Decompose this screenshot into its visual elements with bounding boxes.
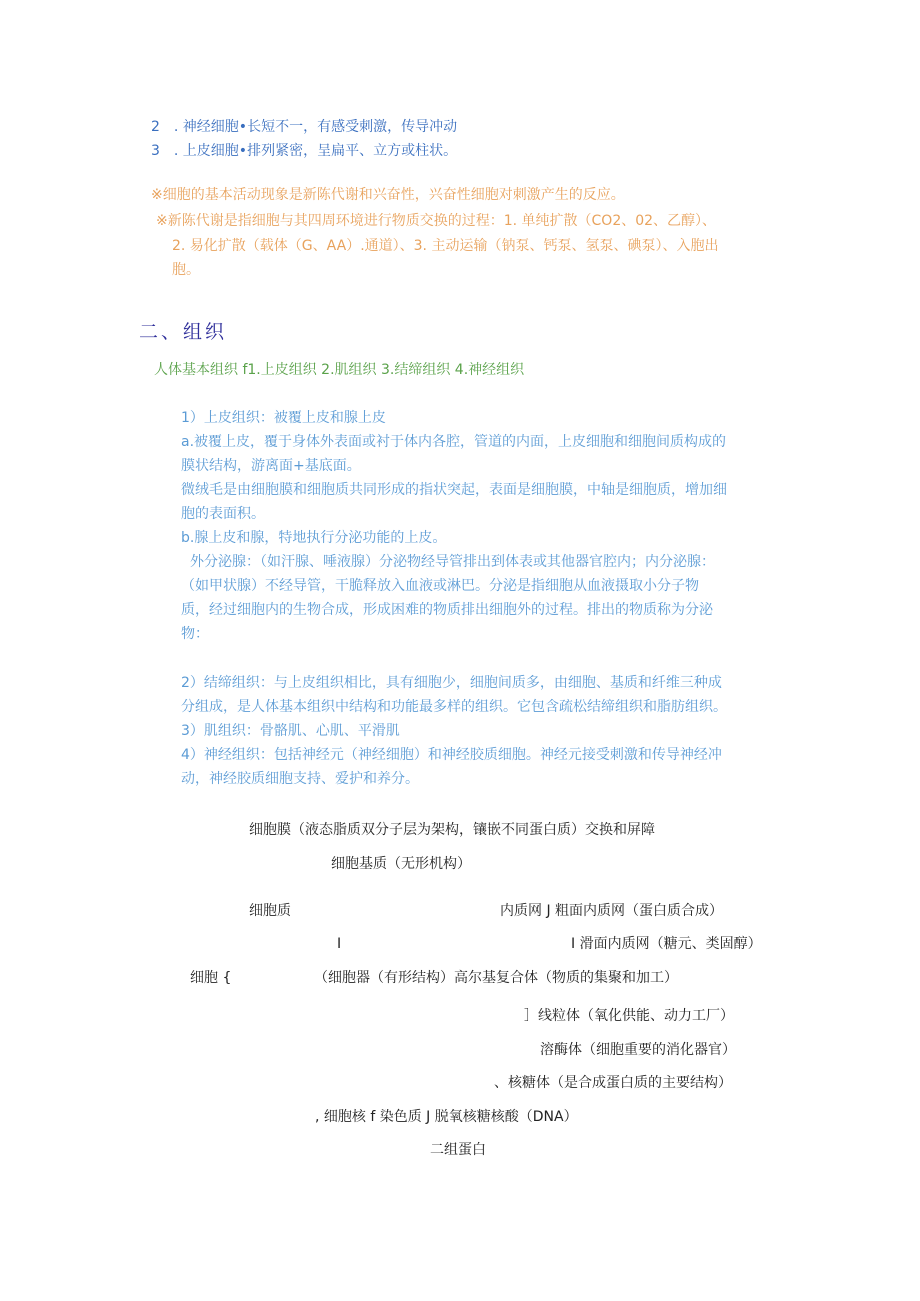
note-metabolism-line-3: 胞。 — [172, 262, 200, 278]
secretion-line-3: 质，经过细胞内的生物合成，形成困难的物质排出细胞外的过程。排出的物质称为分泌 — [181, 602, 713, 618]
cell-type-line-3: 3 . 上皮细胞•排列紧密，呈扁平、立方或柱状。 — [151, 143, 458, 159]
cell-membrane: 细胞膜（液态脂质双分子层为架构，镶嵌不同蛋白质）交换和屏障 — [249, 822, 655, 838]
section-heading-tissue: 二、组织 — [139, 321, 228, 343]
note-metabolism-line-2: 2. 易化扩散（载体（G、AA）.通道）、3. 主动运输（钠泵、钙泵、氢泵、碘泵）、入胞出 — [172, 238, 719, 254]
connective-tissue-line-1: 2）结缔组织：与上皮组织相比，具有细胞少，细胞间质多，由细胞、基质和纤维三种成 — [181, 675, 722, 691]
epithelium-title: 1）上皮组织：被覆上皮和腺上皮 — [181, 410, 386, 426]
golgi-complex: （细胞器（有形结构）高尔基复合体（物质的集聚和加工） — [314, 970, 678, 986]
secretion-line-2: （如甲状腺）不经导管，干脆释放入血液或淋巴。分泌是指细胞从血液摄取小分子物 — [181, 578, 699, 594]
cell-type-line-2: 2 . 神经细胞•长短不一，有感受刺激，传导冲动 — [151, 119, 458, 135]
smooth-er: I 滑面内质网（糖元、类固醇） — [571, 936, 762, 952]
note-metabolism-line-1: ※新陈代谢是指细胞与其四周环境进行物质交换的过程：1. 单纯扩散（CO2、02、乙醇）、 — [156, 213, 717, 229]
secretion-line-1: 外分泌腺：（如汗腺、唾液腺）分泌物经导管排出到体表或其他器官腔内；内分泌腺： — [190, 554, 715, 570]
histone: 二组蛋白 — [430, 1142, 486, 1158]
mitochondria: ］线粒体（氧化供能、动力工厂） — [524, 1008, 734, 1024]
microvilli-line-1: 微绒毛是由细胞膜和细胞质共同形成的指状突起，表面是细胞膜，中轴是细胞质，增加细 — [181, 482, 727, 498]
basic-tissues-list: 人体基本组织 f1.上皮组织 2.肌组织 3.结缔组织 4.神经组织 — [154, 362, 525, 378]
cell-matrix: 细胞基质（无形机构） — [331, 856, 471, 872]
cytoplasm-label: 细胞质 — [249, 903, 291, 919]
bracket-bar: I — [337, 936, 342, 952]
ribosome: 、核糖体（是合成蛋白质的主要结构） — [494, 1075, 732, 1091]
covering-epithelium-line-1: a.被覆上皮，覆于身体外表面或衬于体内各腔，管道的内面，上皮细胞和细胞间质构成的 — [181, 434, 727, 450]
note-basic-activity: ※细胞的基本活动现象是新陈代谢和兴奋性，兴奋性细胞对刺激产生的反应。 — [151, 187, 625, 203]
muscle-tissue: 3）肌组织：骨骼肌、心肌、平滑肌 — [181, 723, 400, 739]
lysosome: 溶酶体（细胞重要的消化器官） — [540, 1042, 736, 1058]
rough-er: 内质网 J 粗面内质网（蛋白质合成） — [500, 903, 724, 919]
secretion-line-4: 物： — [181, 626, 209, 642]
covering-epithelium-line-2: 膜状结构，游离面+基底面。 — [181, 458, 361, 474]
nervous-tissue-line-1: 4）神经组织：包括神经元（神经细胞）和神经胶质细胞。神经元接受刺激和传导神经冲 — [181, 747, 722, 763]
glandular-epithelium: b.腺上皮和腺，特地执行分泌功能的上皮。 — [181, 530, 447, 546]
cell-label: 细胞 { — [190, 970, 232, 986]
microvilli-line-2: 胞的表面积。 — [181, 506, 265, 522]
connective-tissue-line-2: 分组成，是人体基本组织中结构和功能最多样的组织。它包含疏松结缔组织和脂肪组织。 — [181, 699, 727, 715]
nucleus: , 细胞核 f 染色质 J 脱氧核糖核酸（DNA） — [315, 1109, 578, 1125]
nervous-tissue-line-2: 动，神经胶质细胞支持、爱护和养分。 — [181, 771, 419, 787]
